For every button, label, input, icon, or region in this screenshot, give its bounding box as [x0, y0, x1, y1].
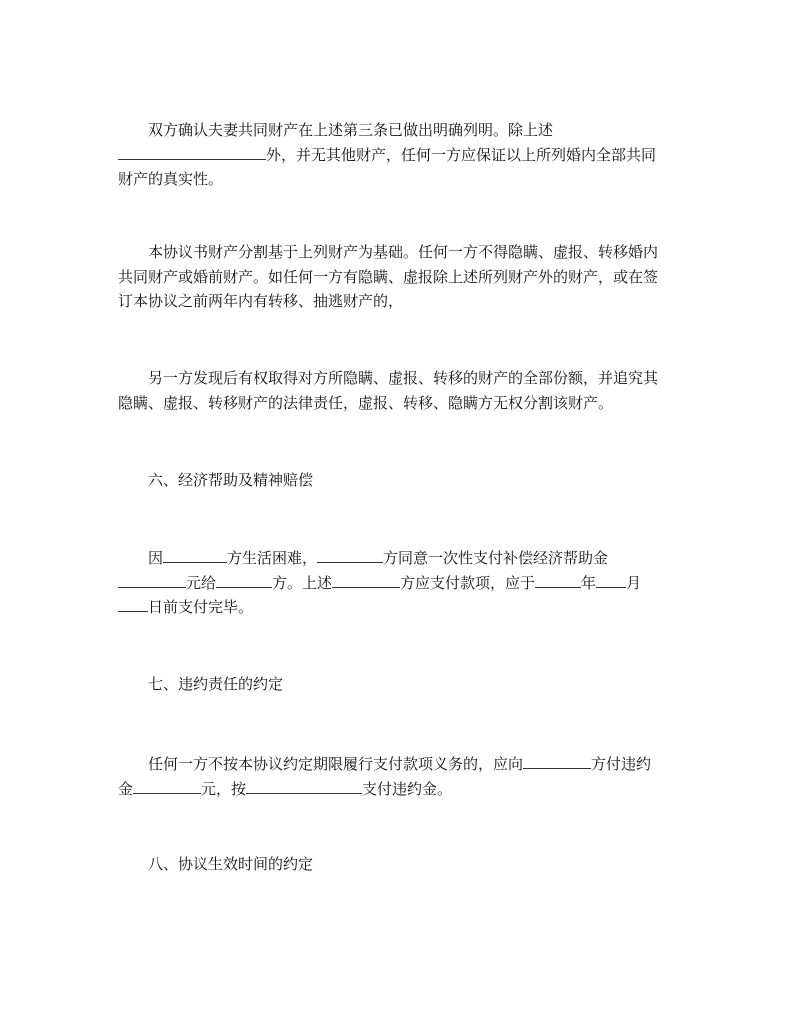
- paragraph-breach-liability: [118, 752, 690, 801]
- blank-field[interactable]: [596, 573, 626, 588]
- text-line: [118, 265, 690, 290]
- text-segment: 订本协议之前两年内有转移、抽逃财产的，: [118, 292, 404, 310]
- paragraph-economic-help: [118, 546, 690, 620]
- text-line: [118, 143, 690, 168]
- text-segment: 年: [581, 573, 597, 592]
- section-heading-eight: 八、协议生效时间的约定: [148, 855, 314, 873]
- text-segment: 另一方发现后有权取得对方所隐瞒、虚报、转移的财产的全部份额，并追究其: [148, 369, 659, 387]
- blank-field[interactable]: [535, 573, 581, 588]
- text-line: [118, 289, 690, 314]
- blank-field[interactable]: [216, 573, 272, 588]
- text-segment: 元给: [186, 573, 217, 592]
- blank-field[interactable]: [332, 573, 400, 588]
- text-segment: 方应支付款项，应于: [400, 573, 536, 592]
- text-line: [118, 752, 690, 777]
- text-segment: 双方确认夫妻共同财产在上述第三条已做出明确列明。除上述: [148, 121, 554, 139]
- blank-field[interactable]: [246, 779, 362, 794]
- blank-field[interactable]: [523, 754, 591, 769]
- blank-field[interactable]: [118, 145, 266, 160]
- text-line: [118, 118, 690, 143]
- paragraph-property-division-basis: [118, 240, 690, 314]
- text-line: [118, 391, 690, 416]
- text-segment: 支付违约金。: [362, 779, 453, 798]
- text-line: [118, 595, 690, 620]
- text-segment: 共同财产或婚前财产。如任何一方有隐瞒、虚报除上述所列财产外的财产，或在签: [118, 267, 659, 286]
- text-segment: 元，按: [201, 779, 247, 798]
- blank-field[interactable]: [163, 548, 227, 563]
- section-heading-six: 六、经济帮助及精神赔偿: [148, 471, 314, 489]
- text-segment: 金: [118, 779, 134, 798]
- text-segment: 任何一方不按本协议约定期限履行支付款项义务的，应向: [148, 755, 524, 773]
- text-segment: 月: [626, 573, 642, 592]
- section-heading-seven: 七、违约责任的约定: [148, 675, 284, 693]
- text-line: [118, 366, 690, 391]
- text-line: [118, 240, 690, 265]
- text-segment: 因: [148, 549, 164, 567]
- paragraph-hidden-property-claim: [118, 366, 690, 415]
- blank-field[interactable]: [118, 573, 186, 588]
- text-line: [118, 777, 690, 802]
- text-segment: 方付违约: [591, 755, 652, 773]
- text-line: [118, 546, 690, 571]
- text-segment: 隐瞒、虚报、转移财产的法律责任，虚报、转移、隐瞒方无权分割该财产。: [118, 393, 614, 412]
- paragraph-property-confirmation: [118, 118, 690, 192]
- blank-field[interactable]: [118, 597, 148, 612]
- text-line: [118, 571, 690, 596]
- text-segment: 外，并无其他财产，任何一方应保证以上所列婚内全部共同: [266, 145, 657, 164]
- text-segment: 日前支付完毕。: [148, 598, 254, 616]
- text-segment: 本协议书财产分割基于上列财产为基础。任何一方不得隐瞒、虚报、转移婚内: [148, 243, 659, 261]
- blank-field[interactable]: [133, 779, 201, 794]
- text-segment: 财产的真实性。: [118, 170, 224, 188]
- text-segment: 方。上述: [272, 573, 333, 592]
- text-segment: 方同意一次性支付补偿经济帮助金: [383, 549, 609, 567]
- blank-field[interactable]: [317, 548, 383, 563]
- text-segment: 方生活困难，: [227, 549, 318, 567]
- text-line: [118, 167, 690, 192]
